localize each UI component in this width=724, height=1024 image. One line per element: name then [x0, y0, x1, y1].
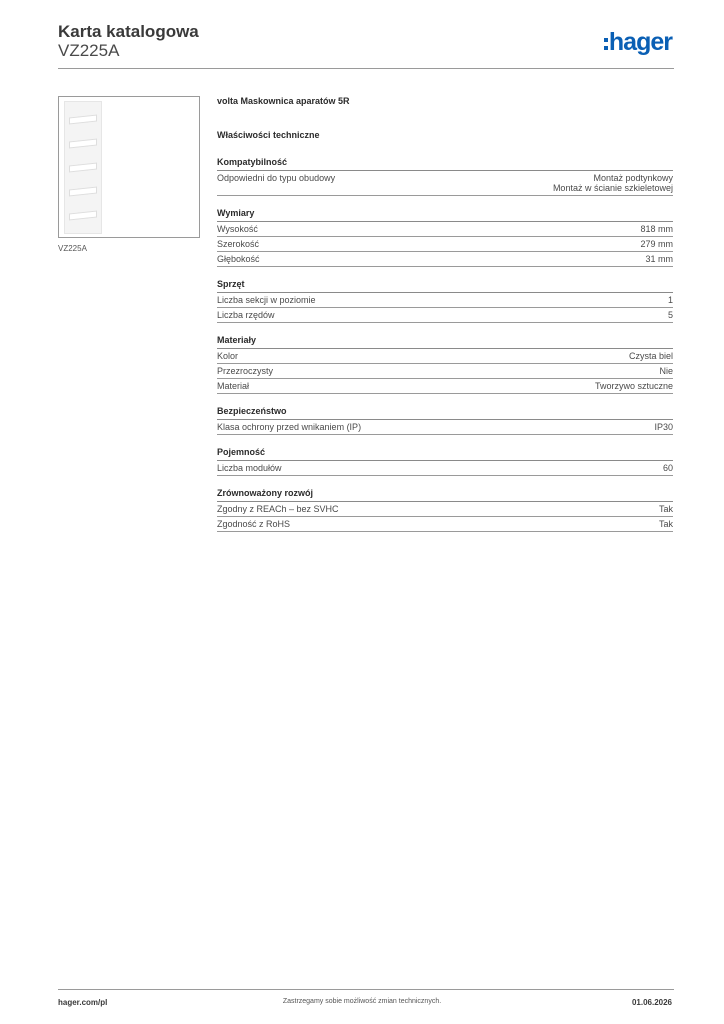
spec-label: Zgodność z RoHS — [217, 519, 291, 529]
technical-properties-heading: Właściwości techniczne — [217, 130, 320, 140]
spec-value — [640, 224, 673, 234]
section-title: Materiały — [217, 335, 673, 349]
spec-row — [217, 349, 673, 364]
spec-value — [640, 239, 673, 249]
section-title: Sprzęt — [217, 279, 673, 293]
spec-value-line: 31 mm — [645, 254, 673, 264]
footer-date: 01.06.2026 — [631, 998, 672, 1007]
spec-row — [217, 364, 673, 379]
footer-website: hager.com/pl — [58, 998, 108, 1007]
spec-value-line: Tak — [658, 519, 673, 529]
spec-label: Głębokość — [217, 254, 260, 264]
product-code: VZ225A — [58, 41, 120, 60]
spec-value — [663, 463, 673, 473]
panel-slot — [69, 211, 97, 221]
spec-value-line: Montaż podtynkowy — [593, 173, 673, 183]
section-title: Pojemność — [217, 447, 673, 461]
spec-content — [217, 96, 673, 532]
spec-row — [217, 517, 673, 532]
spec-section — [217, 208, 673, 267]
spec-label: Odpowiedni do typu obudowy — [217, 173, 336, 183]
spec-row — [217, 222, 673, 237]
header-divider — [58, 68, 674, 69]
spec-section — [217, 157, 673, 196]
spec-row — [217, 171, 673, 196]
panel-slot — [69, 187, 97, 197]
logo-text: hager — [608, 27, 672, 56]
product-image-caption: VZ225A — [58, 244, 87, 253]
spec-row — [217, 461, 673, 476]
spec-value-line: 5 — [667, 310, 673, 320]
spec-value — [553, 173, 673, 193]
spec-value-line: 60 — [662, 463, 673, 473]
spec-label: Materiał — [217, 381, 250, 391]
spec-row — [217, 420, 673, 435]
footer-disclaimer: Zastrzegamy sobie możliwość zmian technicznych. — [282, 998, 442, 1005]
spec-label: Liczba rzędów — [217, 310, 275, 320]
spec-section — [217, 279, 673, 323]
spec-value-line: 1 — [667, 295, 673, 305]
spec-row — [217, 308, 673, 323]
spec-label: Zgodny z REACh – bez SVHC — [217, 504, 339, 514]
spec-row — [217, 252, 673, 267]
spec-sections — [217, 157, 673, 532]
spec-value — [659, 504, 673, 514]
spec-value — [654, 422, 673, 432]
spec-value — [645, 254, 673, 264]
document-title: Karta katalogowa — [58, 22, 199, 41]
panel-slot — [69, 163, 97, 173]
spec-label: Kolor — [217, 351, 239, 361]
spec-value-line: Tak — [658, 504, 673, 514]
spec-section — [217, 488, 673, 532]
page-header — [58, 20, 674, 68]
hager-logo — [604, 28, 672, 56]
spec-value-line: 279 mm — [640, 239, 673, 249]
spec-section — [217, 447, 673, 476]
spec-label: Liczba modułów — [217, 463, 282, 473]
spec-label: Klasa ochrony przed wnikaniem (IP) — [217, 422, 362, 432]
section-title: Kompatybilność — [217, 157, 673, 171]
spec-value-line: Montaż w ścianie szkieletowej — [552, 183, 673, 193]
spec-value — [629, 351, 673, 361]
spec-row — [217, 237, 673, 252]
spec-row — [217, 379, 673, 394]
spec-value-line: Tworzywo sztuczne — [594, 381, 673, 391]
spec-row — [217, 502, 673, 517]
section-title: Wymiary — [217, 208, 673, 222]
spec-row — [217, 293, 673, 308]
spec-value-line: IP30 — [654, 422, 673, 432]
spec-label: Szerokość — [217, 239, 260, 249]
spec-value — [595, 381, 673, 391]
section-title: Bezpieczeństwo — [217, 406, 673, 420]
spec-section — [217, 335, 673, 394]
spec-label: Liczba sekcji w poziomie — [217, 295, 316, 305]
panel-slot — [69, 139, 97, 149]
product-image — [58, 96, 200, 238]
spec-value — [668, 310, 673, 320]
cover-panel-image — [64, 101, 102, 234]
logo-dots-icon — [604, 38, 608, 50]
spec-value-line: Nie — [659, 366, 673, 376]
spec-value — [659, 519, 673, 529]
spec-label: Wysokość — [217, 224, 258, 234]
section-title: Zrównoważony rozwój — [217, 488, 673, 502]
product-name: volta Maskownica aparatów 5R — [217, 96, 350, 106]
spec-value-line: 818 mm — [640, 224, 673, 234]
spec-value — [659, 366, 673, 376]
spec-value — [668, 295, 673, 305]
footer-divider — [58, 989, 674, 990]
spec-value-line: Czysta biel — [628, 351, 673, 361]
spec-label: Przezroczysty — [217, 366, 274, 376]
panel-slot — [69, 115, 97, 125]
spec-section — [217, 406, 673, 435]
